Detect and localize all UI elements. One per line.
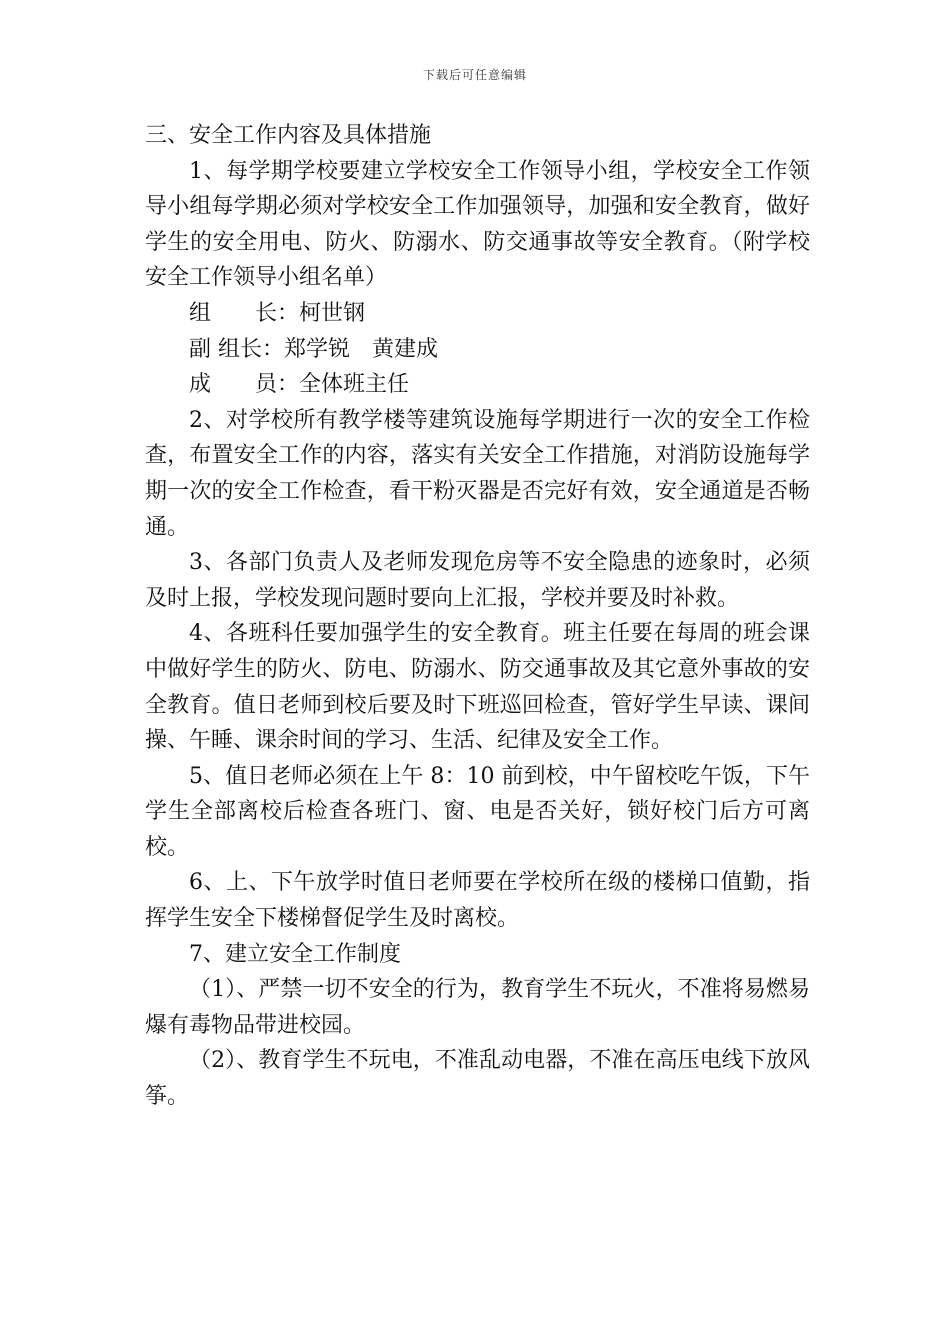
rule-2: （2）、教育学生不玩电，不准乱动电器，不准在高压电线下放风筝。 xyxy=(145,1048,810,1110)
paragraph-4: 4、各班科任要加强学生的安全教育。班主任要在每周的班会课中做好学生的防火、防电、防溺水、防交通事故及其它意外事故的安全教育。值日老师到校后要及时下班巡回检查，管好学生早读、课间操、午睡、课余时间的学习、生活、纪律及安全工作。 xyxy=(145,621,810,754)
section-title: 三、安全工作内容及具体措施 xyxy=(145,123,432,148)
paragraph-2: 2、对学校所有教学楼等建筑设施每学期进行一次的安全工作检查，布置安全工作的内容，落实有关安全工作措施，对消防设施每学期一次的安全工作检查，看干粉灭器是否完好有效，安全通道是否畅通。 xyxy=(145,407,810,540)
document-body xyxy=(145,118,810,1115)
page-header-note: 下载后可任意编辑 xyxy=(422,68,527,82)
rule-1: （1）、严禁一切不安全的行为，教育学生不玩火，不准将易燃易爆有毒物品带进校园。 xyxy=(145,977,810,1038)
paragraph-6: 6、上、下午放学时值日老师要在学校所在级的楼梯口值勤，指挥学生安全下楼梯督促学生及时离校。 xyxy=(145,870,810,932)
paragraph-7: 7、建立安全工作制度 xyxy=(189,941,401,967)
deputy-leader-line: 副 组长：郑学锐 黄建成 xyxy=(189,336,438,362)
leader-line: 组 长：柯世钢 xyxy=(189,300,366,326)
paragraph-3: 3、各部门负责人及老师发现危房等不安全隐患的迹象时，必须及时上报，学校发现问题时要向上汇报，学校并要及时补救。 xyxy=(145,550,810,611)
members-line: 成 员：全体班主任 xyxy=(189,372,410,398)
paragraph-1: 1、每学期学校要建立学校安全工作领导小组，学校安全工作领导小组每学期必须对学校安全工作加强领导，加强和安全教育，做好学生的安全用电、防火、防溺水、防交通事故等安全教育。（附学校安全工作领导小组名单） xyxy=(145,158,810,291)
paragraph-5: 5、值日老师必须在上午 8：10 前到校，中午留校吃午饭，下午学生全部离校后检查各班门、窗、电是否关好，锁好校门后方可离校。 xyxy=(145,763,810,860)
